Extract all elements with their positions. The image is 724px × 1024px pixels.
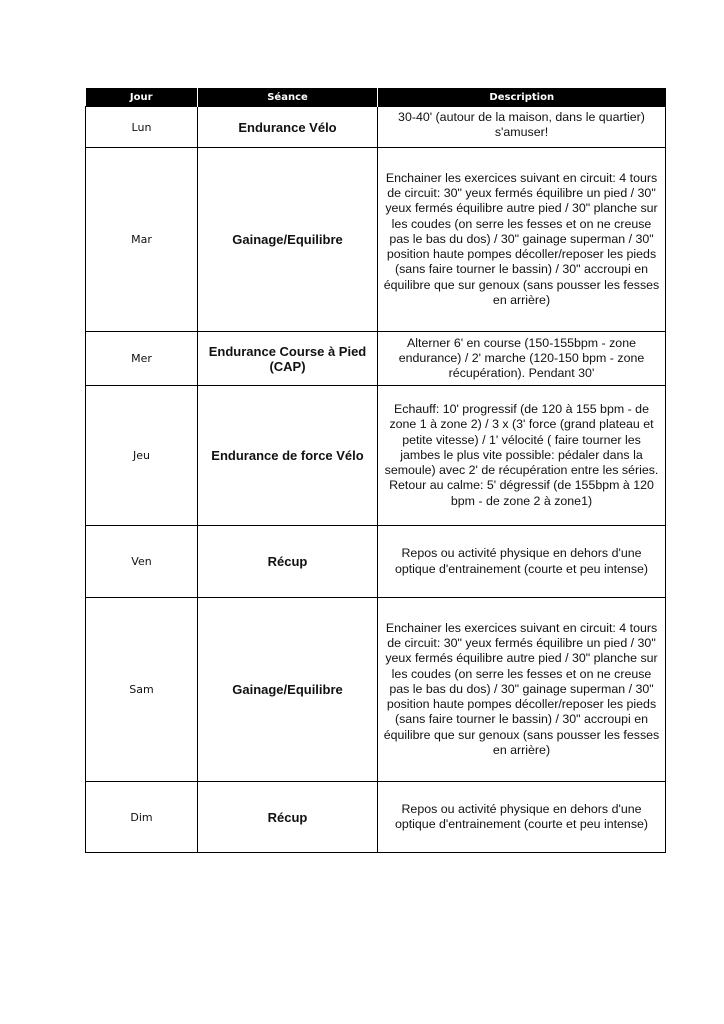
day-cell: Ven: [86, 526, 198, 598]
table-row: [86, 386, 666, 526]
day-cell: Dim: [86, 782, 198, 853]
header-seance: Séance: [198, 88, 378, 107]
session-cell: Endurance de force Vélo: [198, 386, 378, 526]
description-cell: Repos ou activité physique en dehors d'une optique d'entrainement (courte et peu intense): [378, 782, 666, 853]
table-row: [86, 782, 666, 853]
session-cell: Récup: [198, 526, 378, 598]
description-cell: Repos ou activité physique en dehors d'une optique d'entrainement (courte et peu intense): [378, 526, 666, 598]
session-cell: Gainage/Equilibre: [198, 598, 378, 782]
session-cell: Endurance Course à Pied (CAP): [198, 332, 378, 386]
table-row: [86, 332, 666, 386]
day-cell: Lun: [86, 107, 198, 148]
session-cell: Gainage/Equilibre: [198, 148, 378, 332]
description-cell: Echauff: 10' progressif (de 120 à 155 bpm - de zone 1 à zone 2) / 3 x (3' force (grand plateau et petite vitesse) / 1' vélocité ( faire tourner les jambes le plus vite possible: pédaler dans la semoule) avec 2' de récupération entre les séries. Retour au calme: 5' dégressif (de 155bpm à 120 bpm - de zone 2 à zone1): [378, 386, 666, 526]
day-cell: Mar: [86, 148, 198, 332]
description-cell: Alterner 6' en course (150-155bpm - zone endurance) / 2' marche (120-150 bpm - zone récupération). Pendant 30': [378, 332, 666, 386]
session-cell: Endurance Vélo: [198, 107, 378, 148]
table-row: [86, 598, 666, 782]
description-cell: Enchainer les exercices suivant en circuit: 4 tours de circuit: 30" yeux fermés équilibre un pied / 30" yeux fermés équilibre autre pied / 30" planche sur les coudes (on serre les fesses et on ne creuse pas le bas du dos) / 30" gainage superman / 30" position haute pompes décoller/reposer les pieds (sans faire tourner le bassin) / 30" accroupi en équilibre que sur genoux (sans pousser les fesses en arrière): [378, 148, 666, 332]
table-row: [86, 526, 666, 598]
table-header-row: [86, 88, 666, 107]
table-row: [86, 148, 666, 332]
day-cell: Jeu: [86, 386, 198, 526]
header-jour: Jour: [86, 88, 198, 107]
description-cell: 30-40' (autour de la maison, dans le quartier) s'amuser!: [378, 107, 666, 148]
table-row: [86, 107, 666, 148]
training-schedule-table: [85, 88, 666, 853]
header-description: Description: [378, 88, 666, 107]
session-cell: Récup: [198, 782, 378, 853]
day-cell: Mer: [86, 332, 198, 386]
description-cell: Enchainer les exercices suivant en circuit: 4 tours de circuit: 30" yeux fermés équilibre un pied / 30" yeux fermés équilibre autre pied / 30" planche sur les coudes (on serre les fesses et on ne creuse pas le bas du dos) / 30" gainage superman / 30" position haute pompes décoller/reposer les pieds (sans faire tourner le bassin) / 30" accroupi en équilibre que sur genoux (sans pousser les fesses en arrière): [378, 598, 666, 782]
day-cell: Sam: [86, 598, 198, 782]
